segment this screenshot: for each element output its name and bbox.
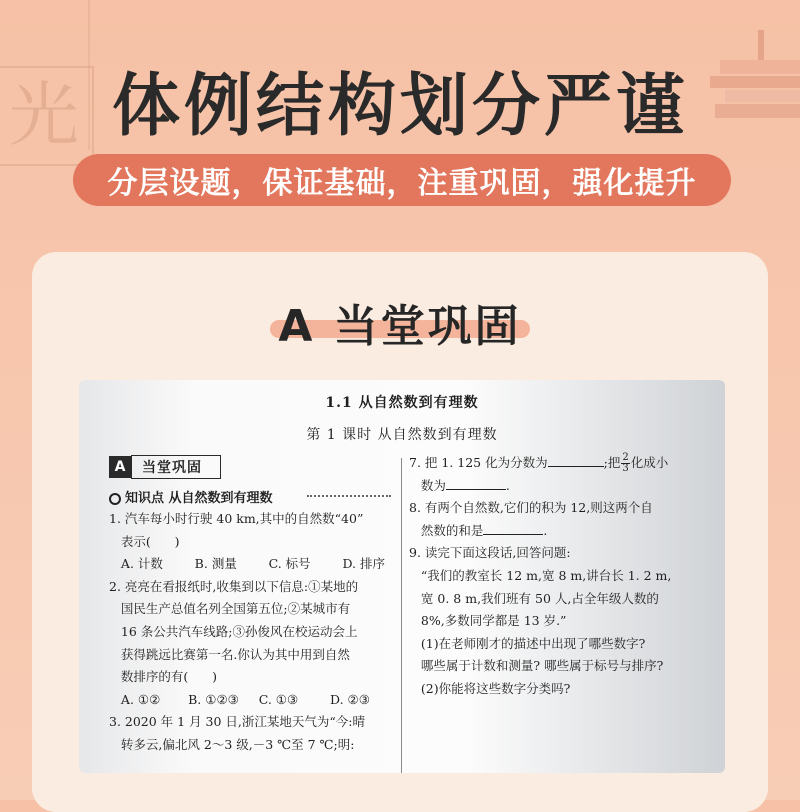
fraction-numerator: 2 — [622, 452, 629, 463]
decor-calligraphy-char: 光 — [0, 66, 94, 166]
q7-end: . — [505, 477, 510, 493]
section-badge — [109, 455, 221, 479]
subtitle-banner: 分层设题，保证基础，注重巩固，强化提升 — [73, 154, 731, 206]
q8-text: 然数的和是 — [409, 522, 484, 538]
column-divider — [401, 458, 402, 773]
q7-text-b: ;把 — [603, 455, 621, 470]
question-line: A. ①② B. ①②③ C. ①③ D. ②③ — [109, 691, 370, 707]
question-line: 国民生产总值名列全国第五位;②某城市有 — [109, 601, 351, 617]
question-line: 数排序的有( ) — [109, 669, 218, 685]
badge-letter: A — [109, 456, 131, 478]
question-7-line1 — [409, 452, 709, 475]
question-7-line2 — [409, 475, 709, 498]
question-line: 2. 亮亮在看报纸时,收集到以下信息:①某地的 — [109, 578, 359, 594]
answer-blank — [483, 534, 543, 535]
fraction-denominator: 3 — [622, 463, 629, 474]
question-8-line2 — [409, 520, 709, 543]
q7-text: 7. 把 1. 125 化为分数为 — [409, 455, 548, 470]
q7-text-d: 数为 — [409, 477, 446, 493]
question-line: 宽 0. 8 m,我们班有 50 人,占全年级人数的 — [409, 590, 659, 606]
question-line: (1)在老师刚才的描述中出现了哪些数字? — [409, 635, 646, 651]
bullet-icon — [109, 493, 121, 505]
question-line: 表示( ) — [109, 533, 180, 549]
knowledge-point-label: 知识点 从自然数到有理数 — [125, 491, 273, 506]
dotted-leader — [307, 495, 391, 497]
question-line: (2)你能将这些数字分类吗? — [409, 680, 571, 696]
answer-blank — [548, 466, 604, 467]
workbook-page-preview — [79, 380, 725, 773]
question-line: 16 条公共汽车线路;③孙俊风在校运动会上 — [109, 623, 358, 639]
question-line: “我们的教室长 12 m,宽 8 m,讲台长 1. 2 m, — [409, 567, 672, 583]
question-line: 哪些属于计数和测量? 哪些属于标号与排序? — [409, 658, 664, 674]
badge-text: 当堂巩固 — [131, 455, 221, 479]
question-line: 9. 读完下面这段话,回答问题: — [409, 545, 571, 561]
question-line: 8. 有两个自然数,它们的积为 12,则这两个自 — [409, 500, 653, 516]
question-line: 8%,多数同学都是 13 岁.” — [409, 613, 567, 629]
chapter-title: 1.1 从自然数到有理数 — [325, 395, 479, 411]
question-line: 1. 汽车每小时行驶 40 km,其中的自然数“40” — [109, 511, 364, 526]
question-line: 转多云,偏北风 2～3 级,－3 ℃至 7 ℃;明: — [109, 736, 355, 752]
headline: 体例结构划分严谨 — [111, 67, 688, 146]
question-line: A. 计数 B. 测量 C. 标号 D. 排序 — [109, 556, 385, 572]
question-line: 获得跳远比赛第一名.你认为其中用到自然 — [109, 646, 350, 662]
section-title: A 当堂巩固 — [278, 301, 522, 352]
answer-blank — [446, 489, 506, 490]
knowledge-point — [109, 487, 273, 506]
q8-end: . — [543, 522, 548, 538]
q7-text-c: 化成小 — [630, 455, 669, 470]
fraction — [621, 453, 629, 474]
question-line: 3. 2020 年 1 月 30 日,浙江某地天气为“今:晴 — [109, 714, 366, 730]
right-column — [409, 452, 709, 701]
left-column — [109, 508, 399, 757]
lesson-title: 第 1 课时 从自然数到有理数 — [306, 427, 498, 443]
